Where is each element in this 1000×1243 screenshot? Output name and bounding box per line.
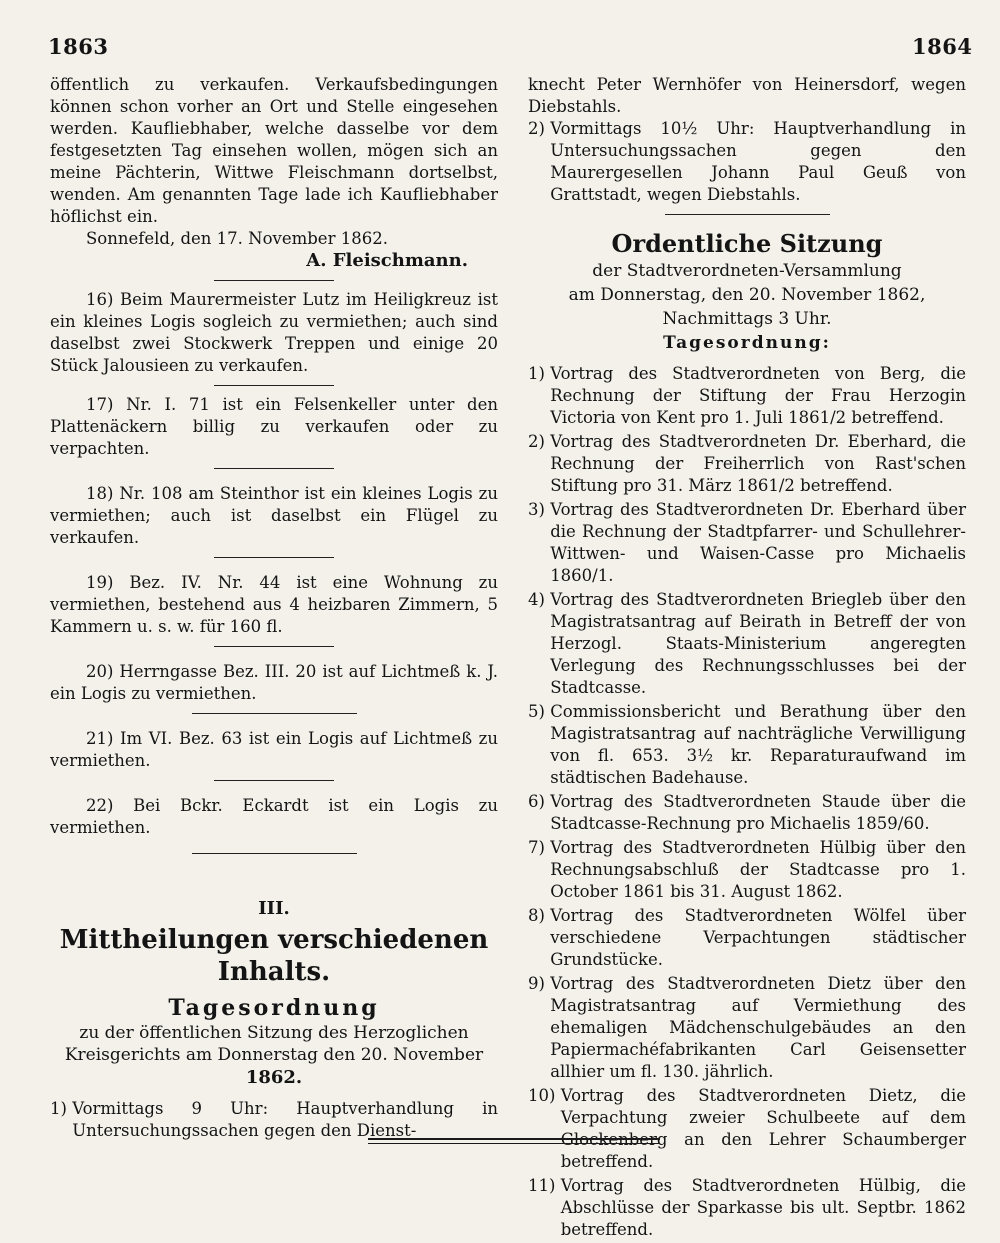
item-number: 1) xyxy=(50,1099,73,1118)
right-column xyxy=(528,74,966,1243)
council-session-date: am Donnerstag, den 20. November 1862, xyxy=(568,285,926,305)
council-session-title: Ordentliche Sitzung xyxy=(611,229,883,258)
item-text: Vortrag des Stadtverordneten Hülbig über den Rechnungsabschluß der Stadtcasse pro 1. October 1861 bis 31. August 1862. xyxy=(550,838,966,901)
council-agenda-item xyxy=(528,837,966,903)
item-number: 1) xyxy=(528,364,551,383)
item-number: 9) xyxy=(528,974,551,993)
item-text: Vormittags 10½ Uhr: Hauptverhandlung in Untersuchungssachen gegen den Maurergesellen Johann Paul Geuß von Grattstadt, wegen Diebstahls. xyxy=(550,119,966,204)
item-number: 7) xyxy=(528,838,551,857)
court-agenda-item-2 xyxy=(528,118,966,206)
item-text: Vortrag des Stadtverordneten Hülbig, die Abschlüsse der Sparkasse bis ult. Septbr. 1862 betreffend. xyxy=(560,1176,966,1239)
ad-22: 22) Bei Bckr. Eckardt ist ein Logis zu vermiethen. xyxy=(50,796,498,837)
council-session-time: Nachmittags 3 Uhr. xyxy=(662,309,832,329)
court-agenda-heading: Tagesordnung xyxy=(168,995,380,1021)
council-session-subtitle: der Stadtverordneten-Versammlung xyxy=(592,261,902,281)
page-number-left: 1863 xyxy=(48,34,109,59)
section-number: III. xyxy=(258,898,290,919)
council-agenda-heading: Tagesordnung: xyxy=(663,333,831,353)
ad-19: 19) Bez. IV. Nr. 44 ist eine Wohnung zu vermiethen, bestehend aus 4 heizbaren Zimmern, 5 Kammern u. s. w. für 160 fl. xyxy=(50,573,498,636)
item-number: 6) xyxy=(528,792,551,811)
sale-notice-signature: A. Fleischmann. xyxy=(306,250,468,271)
council-agenda-list xyxy=(528,363,966,1241)
court-agenda-subtitle-1: zu der öffentlichen Sitzung des Herzoglichen xyxy=(79,1023,469,1043)
item-number: 2) xyxy=(528,119,551,138)
council-agenda-item xyxy=(528,499,966,587)
item-text: Vortrag des Stadtverordneten Dr. Eberhard, die Rechnung der Freiherrlich von Rast'schen Stiftung pro 31. März 1861/2 betreffend. xyxy=(550,432,966,495)
page-number-right: 1864 xyxy=(912,34,973,59)
item-text: Vortrag des Stadtverordneten Dietz, die Verpachtung zweier Schulbeete auf dem Glockenberg an den Lehrer Schaumberger betreffend. xyxy=(560,1086,966,1171)
council-agenda-item xyxy=(528,589,966,699)
ad-18: 18) Nr. 108 am Steinthor ist ein kleines Logis zu vermiethen; auch ist daselbst ein Flügel zu verkaufen. xyxy=(50,484,498,547)
item-number: 4) xyxy=(528,590,551,609)
ad-20: 20) Herrngasse Bez. III. 20 ist auf Lichtmeß k. J. ein Logis zu vermiethen. xyxy=(50,662,498,703)
item-text: Vormittags 9 Uhr: Hauptverhandlung in Untersuchungssachen gegen den Dienst- xyxy=(72,1099,498,1140)
item-text: Vortrag des Stadtverordneten Staude über die Stadtcasse-Rechnung pro Michaelis 1859/60. xyxy=(550,792,966,833)
item-number: 10) xyxy=(528,1086,561,1105)
section-title: Mittheilungen verschiedenen Inhalts. xyxy=(59,925,489,987)
item-text: Vortrag des Stadtverordneten Dr. Eberhard über die Rechnung der Stadtpfarrer- und Schullehrer-Wittwen- und Waisen-Casse pro Michaelis 1860/1. xyxy=(550,500,966,585)
ad-16: 16) Beim Maurermeister Lutz im Heiligkreuz ist ein kleines Logis sogleich zu vermiethen; auch sind daselbst zwei Stockwerk Treppen und einige 20 Stück Jalousieen zu verkaufen. xyxy=(50,290,498,375)
item-text: Vortrag des Stadtverordneten Wölfel über verschiedene Verpachtungen städtischer Grundstücke. xyxy=(550,906,966,969)
item-number: 11) xyxy=(528,1176,561,1195)
court-agenda-subtitle-2: Kreisgerichts am Donnerstag den 20. November xyxy=(64,1045,484,1065)
council-agenda-item xyxy=(528,363,966,429)
court-agenda-item-1-continued: knecht Peter Wernhöfer von Heinersdorf, wegen Diebstahls. xyxy=(528,75,966,116)
council-agenda-item xyxy=(528,1175,966,1241)
item-text: Vortrag des Stadtverordneten Dietz über den Magistratsantrag auf Vermiethung des ehemaligen Mädchenschulgebäudes an den Papiermachéfabrikanten Carl Geisensetter allhier um fl. 130. jährlich. xyxy=(550,974,966,1081)
left-column xyxy=(50,74,498,1142)
ad-21: 21) Im VI. Bez. 63 ist ein Logis auf Lichtmeß zu vermiethen. xyxy=(50,729,498,770)
council-agenda-item xyxy=(528,973,966,1083)
item-number: 8) xyxy=(528,906,551,925)
court-agenda-item-1 xyxy=(50,1098,498,1142)
council-agenda-item xyxy=(528,905,966,971)
council-agenda-item xyxy=(528,431,966,497)
ad-17: 17) Nr. I. 71 ist ein Felsenkeller unter den Plattenäckern billig zu verkaufen oder zu verpachten. xyxy=(50,395,498,458)
item-number: 5) xyxy=(528,702,551,721)
item-text: Commissionsbericht und Berathung über den Magistratsantrag auf nachträgliche Verwilligung von fl. 653. 3½ kr. Reparaturaufwand im städtischen Badehause. xyxy=(550,702,966,787)
item-text: Vortrag des Stadtverordneten von Berg, die Rechnung der Stiftung der Frau Herzogin Victoria von Kent pro 1. Juli 1861/2 betreffend. xyxy=(550,364,966,427)
sale-notice-date: Sonnefeld, den 17. November 1862. xyxy=(86,229,388,248)
council-agenda-item xyxy=(528,701,966,789)
council-agenda-item xyxy=(528,1085,966,1173)
item-text: Vortrag des Stadtverordneten Briegleb über den Magistratsantrag auf Beirath in Betreff der von Herzogl. Staats-Ministerium angeregten Verlegung des Rechnungsschlusses bei der Stadtcasse. xyxy=(550,590,966,697)
council-agenda-item xyxy=(528,791,966,835)
sale-notice-text: öffentlich zu verkaufen. Verkaufsbedingungen können schon vorher an Ort und Stelle eingesehen werden. Kaufliebhaber, welche dasselbe vor dem festgesetzten Tag einsehen wollen, mögen sich an meine Pächterin, Wittwe Fleischmann dortselbst, wenden. Am genannten Tage lade ich Kaufliebhaber höflichst ein. xyxy=(50,75,498,226)
court-agenda-year: 1862. xyxy=(245,1067,303,1088)
item-number: 2) xyxy=(528,432,551,451)
page-end-rule xyxy=(368,1138,660,1147)
item-number: 3) xyxy=(528,500,551,519)
